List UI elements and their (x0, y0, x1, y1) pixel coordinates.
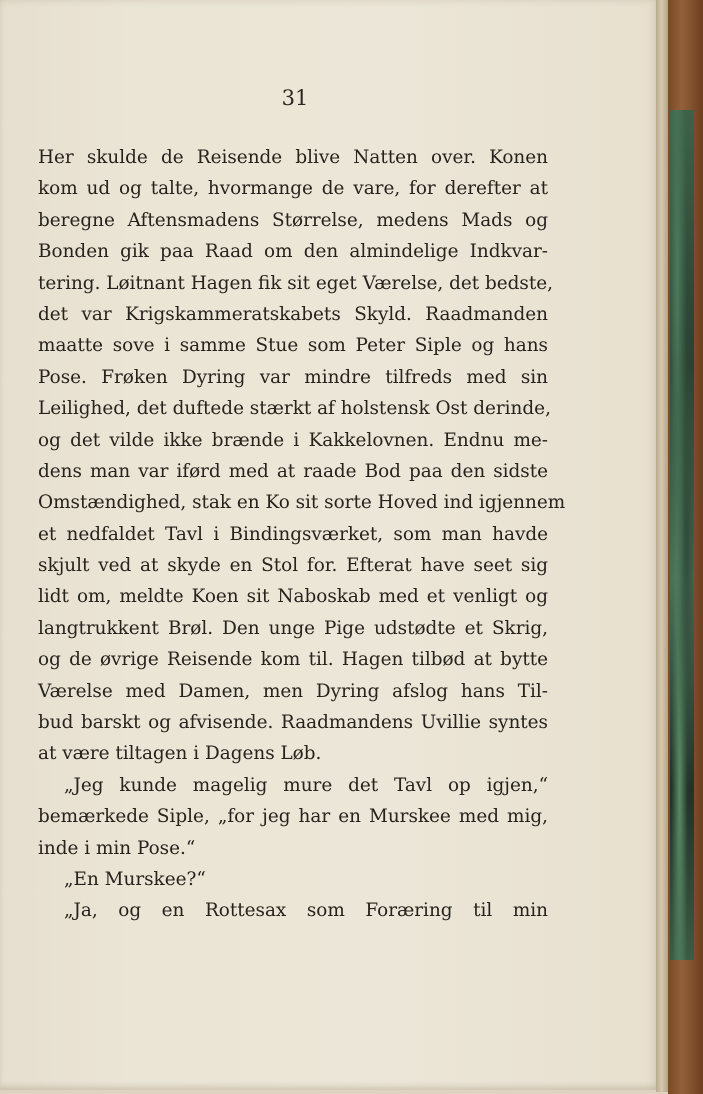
text-line: bud barskt og afvisende. Raadmandens Uvillie syntes (38, 712, 548, 734)
page-number: 31 (281, 86, 309, 110)
text-line: maatte sove i samme Stue som Peter Siple og hans (38, 335, 548, 357)
text-line: det var Krigskammeratskabets Skyld. Raadmanden (38, 303, 548, 325)
text-line: tering. Løitnant Hagen fik sit eget Værelse, det bedste, (38, 272, 553, 294)
text-line: og det vilde ikke brænde i Kakkelovnen. Endnu me- (38, 429, 548, 451)
text-line: et nedfaldet Tavl i Bindingsværket, som man havde (38, 523, 548, 545)
text-line: inde i min Pose.“ (38, 837, 196, 859)
text-line: Omstændighed, stak en Ko sit sorte Hoved ind igjennem (38, 492, 566, 514)
text-line: og de øvrige Reisende kom til. Hagen tilbød at bytte (38, 649, 548, 671)
text-line: Leilighed, det duftede stærkt af holstensk Ost derinde, (38, 398, 551, 420)
text-line: „Ja, og en Rottesax som Foræring til min (64, 900, 548, 922)
text-line: kom ud og talte, hvormange de vare, for derefter at (38, 178, 548, 200)
marbled-cover-pattern (670, 110, 694, 960)
text-line: Værelse med Damen, men Dyring afslog hans Til- (38, 680, 548, 702)
text-line: „En Murskee?“ (64, 868, 206, 890)
text-line: Pose. Frøken Dyring var mindre tilfreds med sin (38, 366, 548, 388)
text-line: Bonden gik paa Raad om den almindelige Indkvar- (38, 241, 548, 263)
text-line: langtrukkent Brøl. Den unge Pige udstødte et Skrig, (38, 617, 548, 639)
text-line: beregne Aftensmadens Størrelse, medens Mads og (38, 209, 548, 231)
text-line: dens man var iførd med at raade Bod paa den sidste (38, 460, 548, 482)
text-line: bemærkede Siple, „for jeg har en Murskee med mig, (38, 806, 548, 828)
text-line: lidt om, meldte Koen sit Naboskab med et venligt og (38, 586, 548, 608)
text-line: at være tiltagen i Dagens Løb. (38, 743, 322, 765)
body-text (38, 142, 566, 927)
text-line: skjult ved at skyde en Stol for. Efterat have seet sig (38, 555, 548, 577)
text-line: „Jeg kunde magelig mure det Tavl op igjen,“ (64, 774, 548, 796)
text-line: Her skulde de Reisende blive Natten over. Konen (38, 147, 548, 168)
